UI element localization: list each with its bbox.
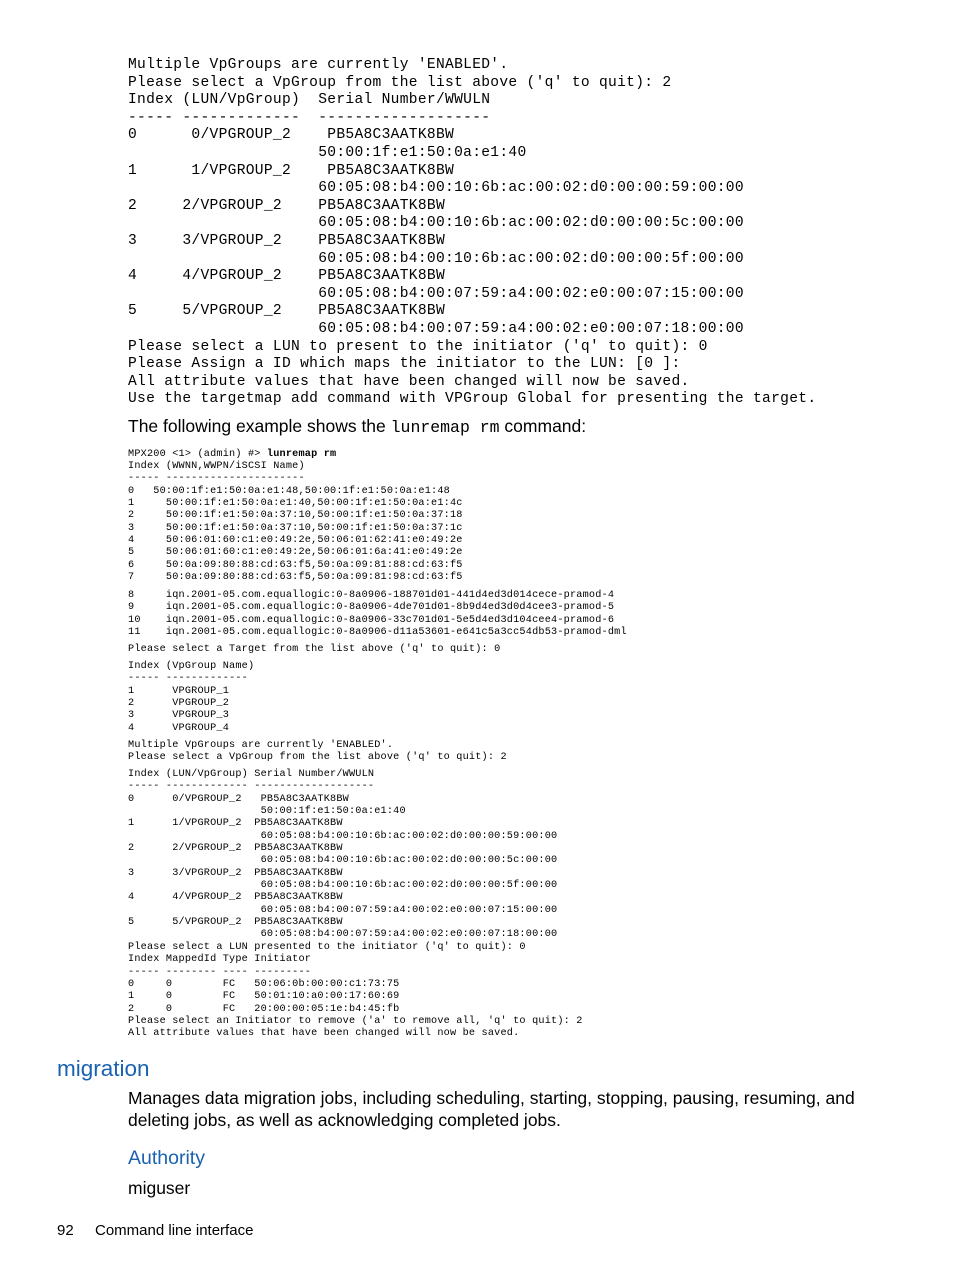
footer-title: Command line interface <box>95 1222 254 1239</box>
example-iqn-list: 8 iqn.2001-05.com.equallogic:0-8a0906-188701d01-441d4ed3d014cece-pramod-4 9 iqn.2001-05.com.equallogic:0-8a0906-4de701d01-8b9d4ed3d0d4cee3-pramod-5 10 iqn.2001-05.com.equallogic:0-8a0906-33c701d01-5e5d4ed3d104cee4-pramod-6 11 iqn.2001-05.com.equallogic:0-8a0906-d11a53601-e641c5a3cc54db53-pramod-dml <box>128 590 627 639</box>
example-lun-list: Index (LUN/VpGroup) Serial Number/WWULN ----- ------------- ------------------- 0 0/VPGROUP_2 PB5A8C3AATK8BW 50:00:1f:e1:50:0a:e1:40 1 1/VPGROUP_2 PB5A8C3AATK8BW 60:05:08:b4:00:10:6b:ac:00:02:d0:00:00:59:00:00 2 2/VPGROUP_2 PB5A8C3AATK8BW 60:05:08:b4:00:10:6b:ac:00:02:d0:00:00:5c:00:00 3 3/VPGROUP_2 PB5A8C3AATK8BW 60:05:08:b4:00:10:6b:ac:00:02:d0:00:00:5f:00:00 4 4/VPGROUP_2 PB5A8C3AATK8BW 60:05:08:b4:00:07:59:a4:00:02:e0:00:07:15:00:00 5 5/VPGROUP_2 PB5A8C3AATK8BW 60:05:08:b4:00:07:59:a4:00:02:e0:00:07:18:00:00 Please select a LUN presented to the initiator ('q' to quit): 0 Index MappedId Type Initiator ----- -------- ---- --------- 0 0 FC 50:06:0b:00:00:c1:73:75 1 0 FC 50:01:10:a0:00:17:60:69 2 0 FC 20:00:00:05:1e:b4:45:fb Please select an Initiator to remove ('a' to remove all, 'q' to quit): 2 All attribute values that have been changed will now be saved. <box>128 769 583 1040</box>
authority-heading: Authority <box>128 1147 205 1169</box>
example-vpgroup-list: Index (VpGroup Name) ----- ------------- 1 VPGROUP_1 2 VPGROUP_2 3 VPGROUP_3 4 VPGROUP_4 <box>128 661 255 734</box>
example-select-target: Please select a Target from the list above ('q' to quit): 0 <box>128 644 501 655</box>
cli-output-block: Multiple VpGroups are currently 'ENABLED'. Please select a VpGroup from the list above ('q' to quit): 2 Index (LUN/VpGroup) Serial Number/WWULN ----- ------------- ------------------- 0 0/VPGROUP_2 PB5A8C3AATK8BW 50:00:1f:e1:50:0a:e1:40 1 1/VPGROUP_2 PB5A8C3AATK8BW 60:05:08:b4:00:10:6b:ac:00:02:d0:00:00:59:00:00 2 2/VPGROUP_2 PB5A8C3AATK8BW 60:05:08:b4:00:10:6b:ac:00:02:d0:00:00:5c:00:00 3 3/VPGROUP_2 PB5A8C3AATK8BW 60:05:08:b4:00:10:6b:ac:00:02:d0:00:00:5f:00:00 4 4/VPGROUP_2 PB5A8C3AATK8BW 60:05:08:b4:00:07:59:a4:00:02:e0:00:07:15:00:00 5 5/VPGROUP_2 PB5A8C3AATK8BW 60:05:08:b4:00:07:59:a4:00:02:e0:00:07:18:00:00 Please select a LUN to present to the initiator ('q' to quit): 0 Please Assign a ID which maps the initiator to the LUN: [0 ]: All attribute values that have been changed will now be saved. Use the targetmap add command with VPGroup Global for presenting the target. <box>128 57 817 408</box>
intro-text-after: command: <box>499 416 587 436</box>
prompt: MPX200 <1> (admin) #> <box>128 449 267 460</box>
example-prompt-line <box>128 449 336 461</box>
intro-command: lunremap rm <box>390 418 500 437</box>
section-heading: migration <box>57 1056 150 1081</box>
intro-text-before: The following example shows the <box>128 416 391 436</box>
example-target-list: Index (WWNN,WWPN/iSCSI Name) ----- ---------------------- 0 50:00:1f:e1:50:0a:e1:48,50:00:1f:e1:50:0a:e1:48 1 50:00:1f:e1:50:0a:e1:40,50:00:1f:e1:50:0a:e1:4c 2 50:00:1f:e1:50:0a:37:10,50:00:1f:e1:50:0a:37:18 3 50:00:1f:e1:50:0a:37:10,50:00:1f:e1:50:0a:37:1c 4 50:06:01:60:c1:e0:49:2e,50:06:01:62:41:e0:49:2e 5 50:06:01:60:c1:e0:49:2e,50:06:01:6a:41:e0:49:2e 6 50:0a:09:80:88:cd:63:f5,50:0a:09:81:88:cd:63:f5 7 50:0a:09:80:88:cd:63:f5,50:0a:09:81:98:cd:63:f5 <box>128 461 463 584</box>
section-description: Manages data migration jobs, including scheduling, starting, stopping, pausing, resuming, and deleting jobs, as well as acknowledging completed jobs. <box>128 1088 855 1130</box>
prompt-command: lunremap rm <box>266 449 337 460</box>
page-footer <box>57 1222 253 1239</box>
example-vpgroup-select: Multiple VpGroups are currently 'ENABLED'. Please select a VpGroup from the list above ('q' to quit): 2 <box>128 740 507 764</box>
example-intro <box>128 414 586 440</box>
authority-value: miguser <box>128 1178 191 1198</box>
page-number: 92 <box>57 1222 74 1239</box>
